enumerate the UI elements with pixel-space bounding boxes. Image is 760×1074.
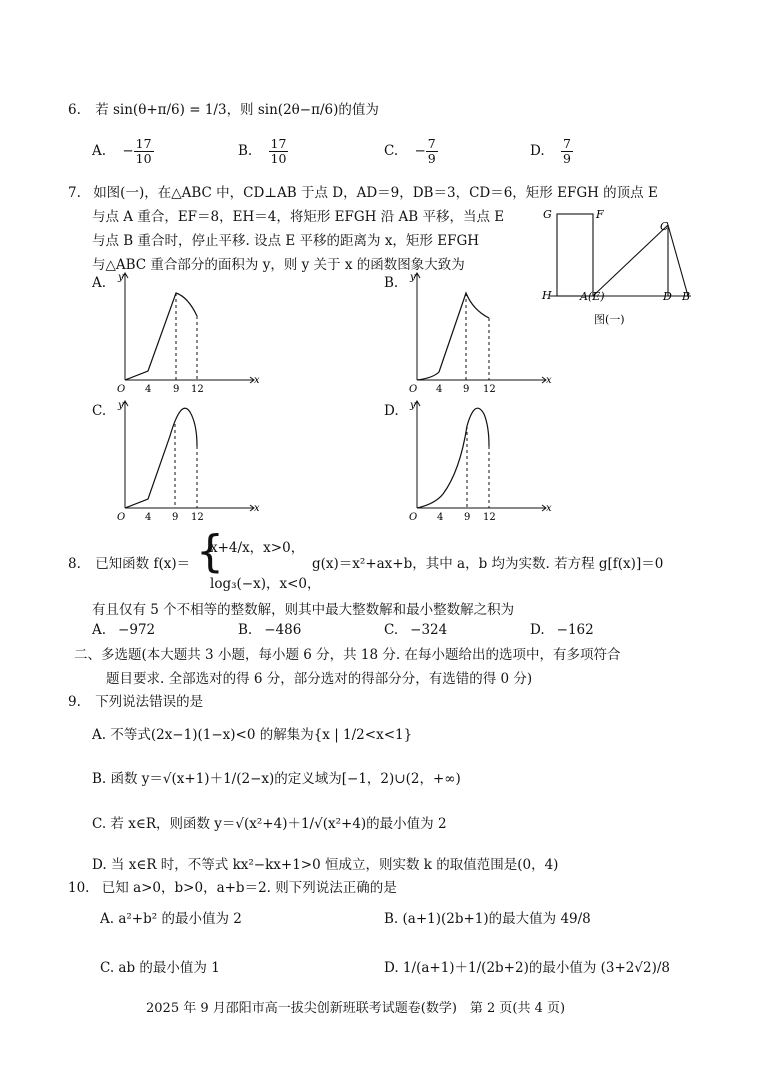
- origin-label: O: [409, 384, 418, 395]
- q9-option-a: A. 不等式(2x−1)(1−x)<0 的解集为{x | 1/2<x<1}: [92, 727, 413, 743]
- q8-option-c: C. −324: [384, 622, 448, 638]
- q7-text-1: 如图(一)，在△ABC 中，CD⊥AB 于点 D，AD＝9，DB＝3，CD＝6，矩形 EFGH 的顶点 E: [93, 185, 658, 201]
- x-axis-label: x: [546, 375, 552, 386]
- q6-option-c-fraction: $\frac{7}{9}$: [427, 136, 436, 166]
- q7-line-4: 与△ABC 重合部分的面积为 y，则 y 关于 x 的函数图象大致为: [92, 257, 465, 273]
- q6-option-a-fraction: $\frac{17}{10}$: [135, 136, 152, 166]
- q6-option-a-sign: −: [122, 143, 134, 159]
- label-f: F: [596, 208, 604, 221]
- x-axis-label: x: [546, 503, 552, 514]
- q6-option-c-label: C.: [384, 143, 399, 159]
- label-ae: A(E): [580, 290, 605, 303]
- q6-option-d-label: D.: [530, 143, 545, 159]
- x-axis-label: x: [254, 375, 260, 386]
- tick-12: 12: [483, 512, 496, 523]
- q8-option-a: A. −972: [92, 622, 156, 638]
- origin-label: O: [117, 512, 126, 523]
- label-g: G: [543, 208, 552, 221]
- q8-option-b: B. −486: [238, 622, 302, 638]
- q9-stem: [68, 690, 203, 710]
- tick-4: 4: [145, 512, 152, 523]
- triangle-abc: [593, 225, 688, 296]
- q8-case-1: x+4/x，x>0，: [210, 540, 305, 556]
- q10-number: 10.: [68, 880, 90, 896]
- q7-graph-a-label: A.: [92, 275, 107, 291]
- q7-graph-a: [113, 268, 263, 396]
- curve-d: [417, 408, 489, 508]
- label-b: B: [682, 290, 691, 303]
- q9-option-c: C. 若 x∈R，则函数 y＝√(x²+4)＋1/√(x²+4)的最小值为 2: [92, 816, 447, 832]
- q10-option-a: A. a²+b² 的最小值为 2: [100, 911, 242, 927]
- tick-9: 9: [172, 512, 179, 523]
- q8-option-d: D. −162: [530, 622, 594, 638]
- q7-graph-d-label: D.: [384, 403, 399, 419]
- tick-9: 9: [464, 512, 471, 523]
- figure-caption: 图(一): [594, 313, 625, 326]
- q9-option-d: D. 当 x∈R 时，不等式 kx²−kx+1>0 恒成立，则实数 k 的取值范围是(0，4): [92, 857, 559, 873]
- q6-option-b-label: B.: [238, 143, 253, 159]
- q8-stem-a-text: 已知函数: [95, 556, 150, 572]
- q6-stem-b: ，则: [226, 102, 254, 118]
- q6-option-c: [384, 137, 438, 166]
- x-axis-label: x: [254, 503, 260, 514]
- q8-f-name: f(x)＝: [153, 556, 191, 572]
- y-axis-label: y: [118, 400, 124, 411]
- origin-label: O: [117, 384, 126, 395]
- tick-4: 4: [436, 384, 443, 395]
- q7-graph-b-label: B.: [384, 275, 399, 291]
- q6-condition-left: sin(θ+π/6): [112, 102, 185, 118]
- y-axis-label: y: [118, 272, 124, 283]
- rectangle-efgh: [557, 214, 593, 296]
- q7-graph-d: [405, 396, 555, 524]
- tick-4: 4: [437, 512, 444, 523]
- q6-condition-right: = 1/3: [189, 102, 227, 118]
- q9-stem-text: 下列说法错误的是: [95, 694, 204, 710]
- y-axis-label: y: [410, 400, 416, 411]
- q6-target: sin(2θ−π/6): [257, 102, 339, 118]
- q8-number: 8.: [68, 556, 81, 572]
- tick-12: 12: [483, 384, 496, 395]
- q6-stem: [68, 98, 379, 118]
- q6-option-a: [92, 137, 154, 166]
- q8-case-2: log₃(−x)，x<0，: [210, 576, 321, 592]
- q6-option-c-sign: −: [414, 143, 426, 159]
- q9-option-b: B. 函数 y＝√(x+1)＋1/(2−x)的定义域为[−1，2)∪(2，+∞): [92, 771, 461, 787]
- q8-g-definition: g(x)＝x²+ax+b，其中 a，b 均为实数. 若方程 g[f(x)]＝0: [312, 556, 664, 572]
- curve-c: [125, 408, 197, 508]
- y-axis-label: y: [410, 272, 416, 283]
- curve-b: [417, 293, 489, 380]
- q6-option-a-label: A.: [92, 143, 107, 159]
- section-two-heading: 二、多选题(本大题共 3 小题，每小题 6 分，共 18 分. 在每小题给出的选项中，有多项符合: [74, 647, 621, 663]
- page-footer: 2025 年 9 月邵阳市高一拔尖创新班联考试题卷(数学) 第 2 页(共 4 页): [146, 1001, 566, 1016]
- label-c: C: [660, 220, 669, 233]
- tick-12: 12: [191, 384, 204, 395]
- curve-a: [125, 293, 197, 380]
- q7-number: 7.: [68, 185, 81, 201]
- q6-number: 6.: [68, 102, 81, 118]
- q7-graph-b: [405, 268, 555, 396]
- q7-line-3: 与点 B 重合时，停止平移. 设点 E 平移的距离为 x，矩形 EFGH: [92, 233, 479, 249]
- section-two-instructions: 题目要求. 全部选对的得 6 分，部分选对的得部分分，有选错的得 0 分): [106, 671, 533, 687]
- q10-stem: [68, 876, 397, 896]
- origin-label: O: [409, 512, 418, 523]
- q8-line-2: 有且仅有 5 个不相等的整数解，则其中最大整数解和最小整数解之积为: [92, 602, 515, 618]
- q10-stem-text: 已知 a>0，b>0，a+b＝2. 则下列说法正确的是: [101, 880, 397, 896]
- label-d: D: [663, 290, 672, 303]
- tick-9: 9: [173, 384, 180, 395]
- label-h: H: [542, 289, 552, 302]
- tick-4: 4: [145, 384, 152, 395]
- q6-stem-a: 若: [95, 102, 109, 118]
- q6-stem-c: 的值为: [338, 102, 379, 118]
- q9-number: 9.: [68, 694, 81, 710]
- q8-stem-a: [68, 552, 190, 572]
- q6-option-d-fraction: $\frac{7}{9}$: [562, 136, 571, 166]
- tick-9: 9: [463, 384, 470, 395]
- q6-option-b: [238, 137, 288, 166]
- q7-line-1: [68, 181, 658, 201]
- q10-option-c: C. ab 的最小值为 1: [100, 960, 220, 976]
- q7-figure-one: [538, 205, 700, 327]
- q10-option-d: D. 1/(a+1)＋1/(2b+2)的最小值为 (3+2√2)/8: [384, 960, 670, 976]
- tick-12: 12: [191, 512, 204, 523]
- q7-graph-c-label: C.: [92, 403, 107, 419]
- q7-line-2: 与点 A 重合，EF＝8，EH＝4，将矩形 EFGH 沿 AB 平移，当点 E: [92, 209, 505, 225]
- q10-option-b: B. (a+1)(2b+1)的最大值为 49/8: [384, 911, 591, 927]
- q8-brace: {: [196, 526, 224, 577]
- q6-option-b-fraction: $\frac{17}{10}$: [270, 136, 287, 166]
- q6-option-d: [530, 137, 573, 166]
- q7-graph-c: [113, 396, 263, 524]
